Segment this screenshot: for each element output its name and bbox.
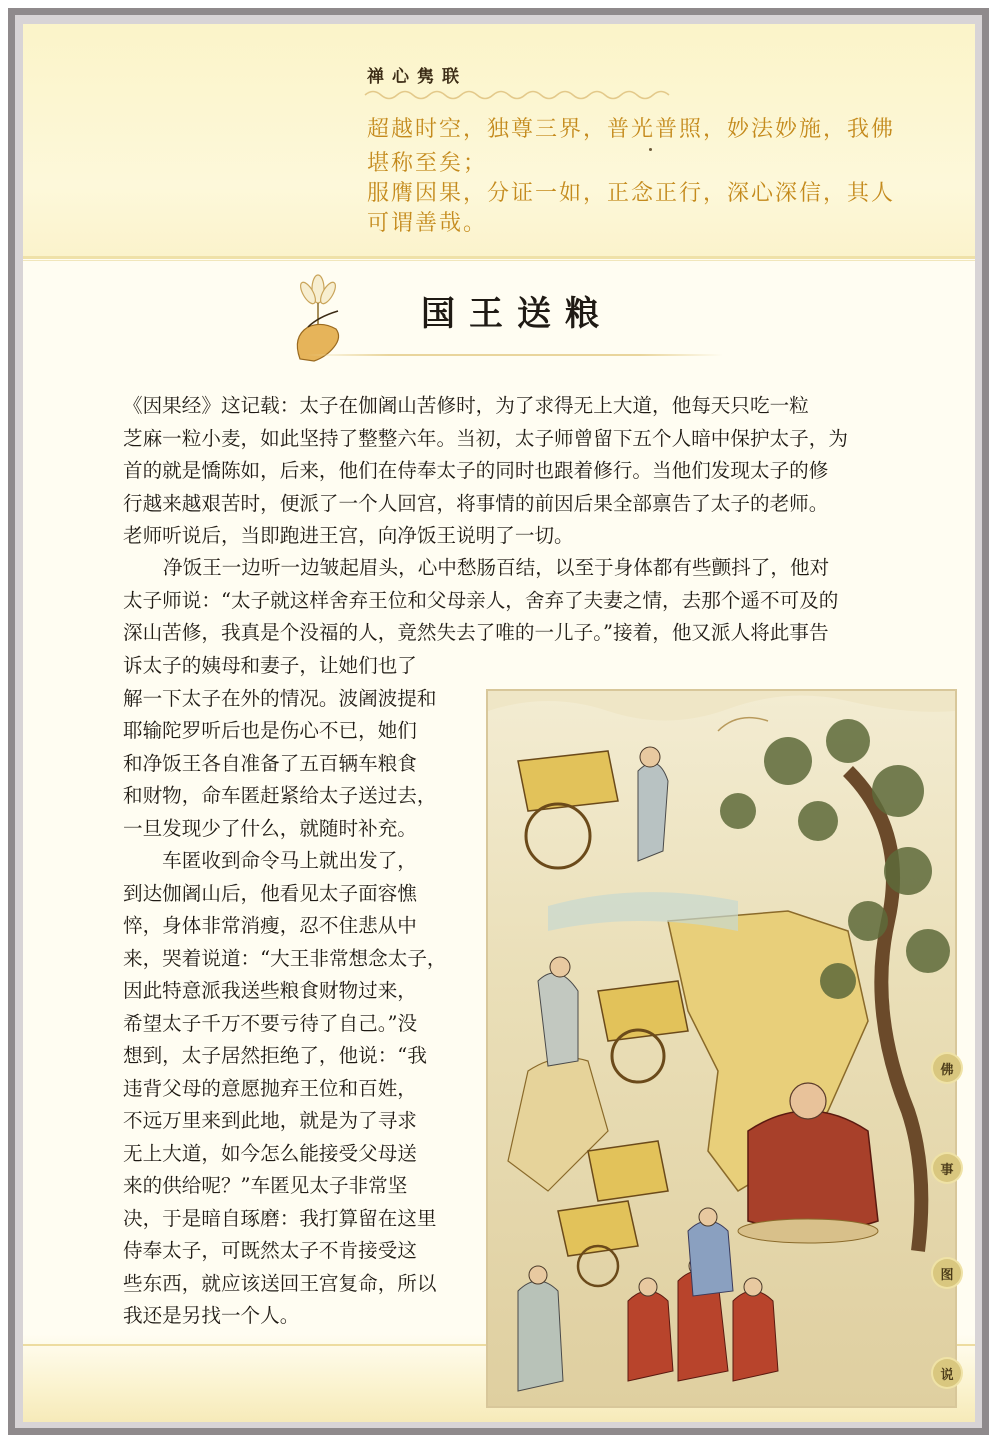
couplet-line-3: 服膺因果，分证一如，正念正行，深心深信，其人	[367, 181, 896, 206]
couplet-line-1: 超越时空，独尊三界，普光普照，妙法妙施，我佛	[367, 117, 896, 142]
text-line: 耶输陀罗听后也是伤心不已，她们	[123, 719, 417, 742]
text-line: 诉太子的姨母和妻子，让她们也了	[123, 654, 417, 677]
illustration	[486, 689, 957, 1408]
side-tab-3: 图	[933, 1259, 961, 1287]
text-line: 想到，太子居然拒绝了，他说：“我	[123, 1044, 427, 1067]
text-line: 一旦发现少了什么，就随时补充。	[123, 816, 417, 840]
side-tabs	[933, 1054, 963, 1394]
text-line: 到达伽阇山后，他看见太子面容憔	[123, 881, 417, 905]
book-page	[23, 24, 975, 1422]
article-title: 国王送粮	[421, 294, 613, 334]
side-tab-2: 事	[933, 1154, 961, 1182]
text-line: 芝麻一粒小麦，如此坚持了整整六年。当初，太子师曾留下五个人暗中保护太子，为	[123, 426, 848, 450]
text-line: 和财物，命车匿赶紧给太子送过去，	[123, 784, 437, 807]
text-line: 希望太子千万不要亏待了自己。”没	[123, 1011, 418, 1035]
paragraph-3	[123, 650, 503, 1333]
text-line: 行越来越艰苦时，便派了一个人回宫，将事情的前因后果全部禀告了太子的老师。	[123, 491, 829, 515]
text-line: 太子师说：“太子就这样舍弃王位和父母亲人，舍弃了夫妻之情，去那个遥不可及的	[123, 588, 839, 612]
text-line: 和净饭王各自准备了五百辆车粮食	[123, 751, 417, 775]
text-line: 决，于是暗自琢磨：我打算留在这里	[123, 1206, 437, 1230]
side-tab-4: 说	[933, 1359, 961, 1387]
text-line: 悴，身体非常消瘦，忍不住悲从中	[123, 914, 417, 937]
couplet-banner	[23, 24, 975, 259]
text-line: 违背父母的意愿抛弃王位和百姓，	[123, 1076, 417, 1100]
text-line: 解一下太子在外的情况。波阇波提和	[123, 686, 437, 710]
couplet-line-2: 堪称至矣；	[367, 151, 488, 176]
text-line: 些东西，就应该送回王宫复命，所以	[123, 1271, 437, 1295]
text-line: 《因果经》这记载：太子在伽阇山苦修时，为了求得无上大道，他每天只吃一粒	[123, 394, 809, 417]
dot-mark	[649, 148, 652, 151]
couplet-line-4: 可谓善哉。	[367, 211, 488, 236]
text-line: 深山苦修，我真是个没福的人，竟然失去了唯的一儿子。”接着，他又派人将此事告	[123, 621, 829, 644]
text-line: 我还是另找一个人。	[123, 1304, 300, 1327]
paragraph-1	[123, 390, 903, 553]
text-line: 不远万里来到此地，就是为了寻求	[123, 1109, 417, 1132]
illustration-art	[488, 691, 955, 1406]
text-line: 首的就是憍陈如，后来，他们在侍奉太子的同时也跟着修行。当他们发现太子的修	[123, 459, 829, 482]
text-line: 老师听说后，当即跑进王宫，向净饭王说明了一切。	[123, 524, 574, 547]
banner-divider	[23, 260, 975, 261]
text-line: 来的供给呢？”车匿见太子非常坚	[123, 1174, 408, 1197]
title-rule	[305, 354, 723, 356]
couplet-title: 禅心隽联	[367, 67, 467, 87]
side-tab-1: 佛	[933, 1054, 961, 1082]
text-line: 无上大道，如今怎么能接受父母送	[123, 1141, 417, 1165]
scroll-ornament-icon	[363, 88, 683, 102]
lotus-hand-icon	[278, 267, 358, 367]
text-line: 车匿收到命令马上就出发了，	[123, 849, 417, 872]
text-line: 因此特意派我送些粮食财物过来，	[123, 979, 417, 1002]
text-line: 净饭王一边听一边皱起眉头，心中愁肠百结，以至于身体都有些颤抖了，他对	[163, 556, 830, 579]
text-line: 侍奉太子，可既然太子不肯接受这	[123, 1239, 417, 1262]
text-line: 来，哭着说道：“大王非常想念太子，	[123, 946, 447, 970]
paragraph-2	[123, 552, 903, 650]
